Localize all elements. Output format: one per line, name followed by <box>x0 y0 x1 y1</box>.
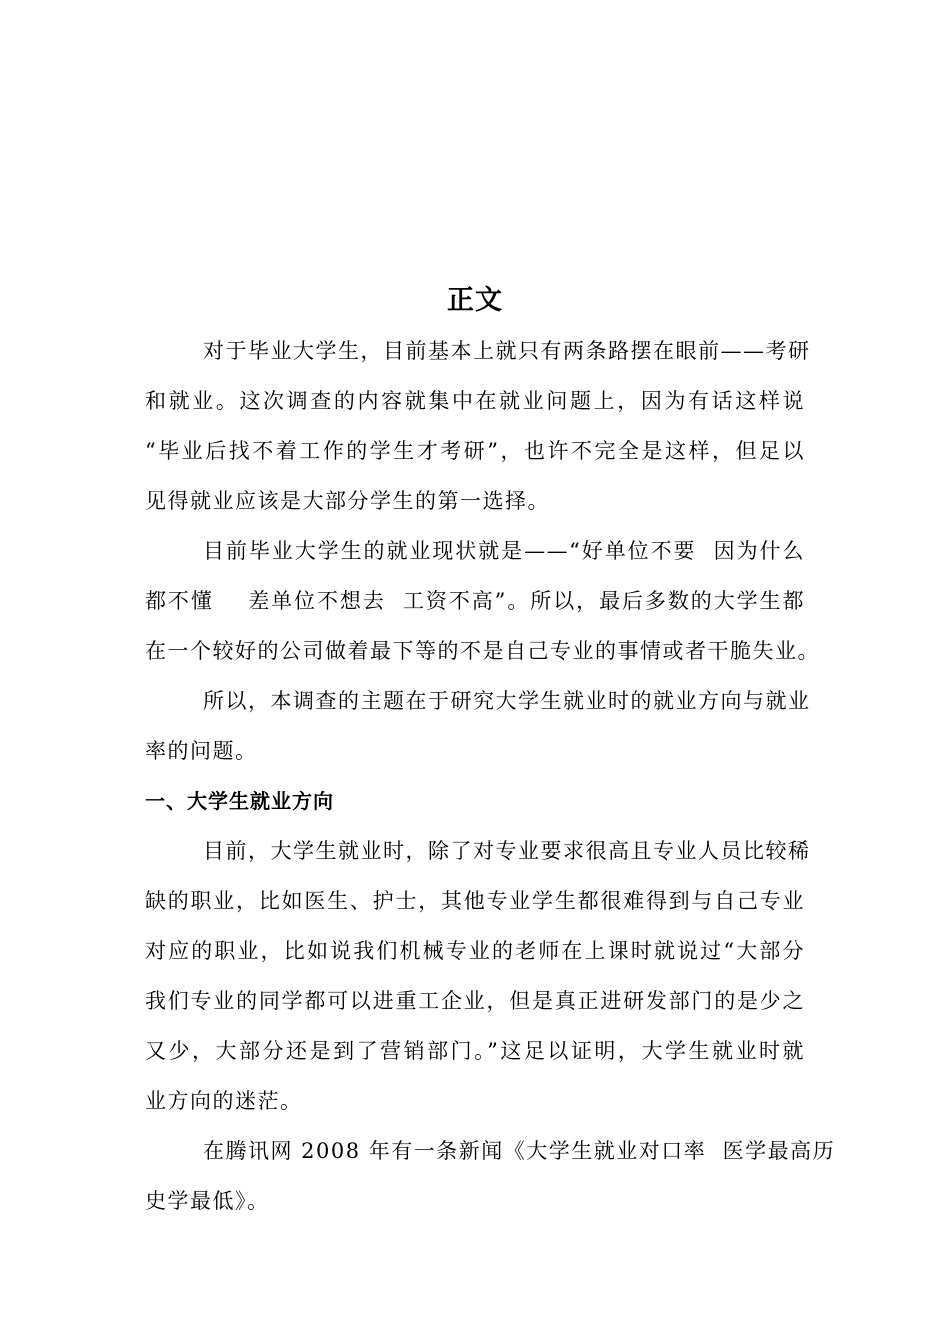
text-line: “毕业后找不着工作的学生才考研”，也许不完全是这样，但足以 <box>145 439 805 463</box>
text-line: 业方向的迷茫。 <box>145 1089 303 1113</box>
paragraph-direction <box>145 826 811 1126</box>
paragraph-intro <box>145 326 811 526</box>
text-line: 我们专业的同学都可以进重工企业，但是真正进研发部门的是少之 <box>145 989 805 1013</box>
text-line: 对于毕业大学生，目前基本上就只有两条路摆在眼前——考研 <box>203 339 811 363</box>
text-line: 目前毕业大学生的就业现状就是——“好单位不要 因为什么 <box>203 539 805 563</box>
text-line: 和就业。这次调查的内容就集中在就业问题上，因为有话这样说 <box>145 389 805 413</box>
text-line: 目前，大学生就业时，除了对专业要求很高且专业人员比较稀 <box>203 839 811 863</box>
text-line: 都不懂 差单位不想去 工资不高”。所以，最后多数的大学生都 <box>145 589 805 613</box>
text-line: 见得就业应该是大部分学生的第一选择。 <box>145 489 550 513</box>
document-body <box>145 326 836 1226</box>
section-heading: 一、大学生就业方向 <box>145 789 334 813</box>
paragraph-news <box>145 1126 836 1226</box>
page-title: 正文 <box>447 285 503 316</box>
paragraph-topic <box>145 676 811 776</box>
text-line: 所以，本调查的主题在于研究大学生就业时的就业方向与就业 <box>203 689 811 713</box>
text-line: 率的问题。 <box>145 739 258 763</box>
text-line: 对应的职业，比如说我们机械专业的老师在上课时就说过“大部分 <box>145 939 805 963</box>
text-line: 缺的职业，比如医生、护士，其他专业学生都很难得到与自己专业 <box>145 889 805 913</box>
text-line: 在腾讯网 2008 年有一条新闻《大学生就业对口率 医学最高历 <box>203 1139 836 1163</box>
text-line: 又少，大部分还是到了营销部门。”这足以证明，大学生就业时就 <box>145 1039 805 1063</box>
text-line: 史学最低》。 <box>145 1189 270 1213</box>
text-line: 在一个较好的公司做着最下等的不是自己专业的事情或者干脆失业。 <box>145 639 820 663</box>
paragraph-status <box>145 526 820 676</box>
